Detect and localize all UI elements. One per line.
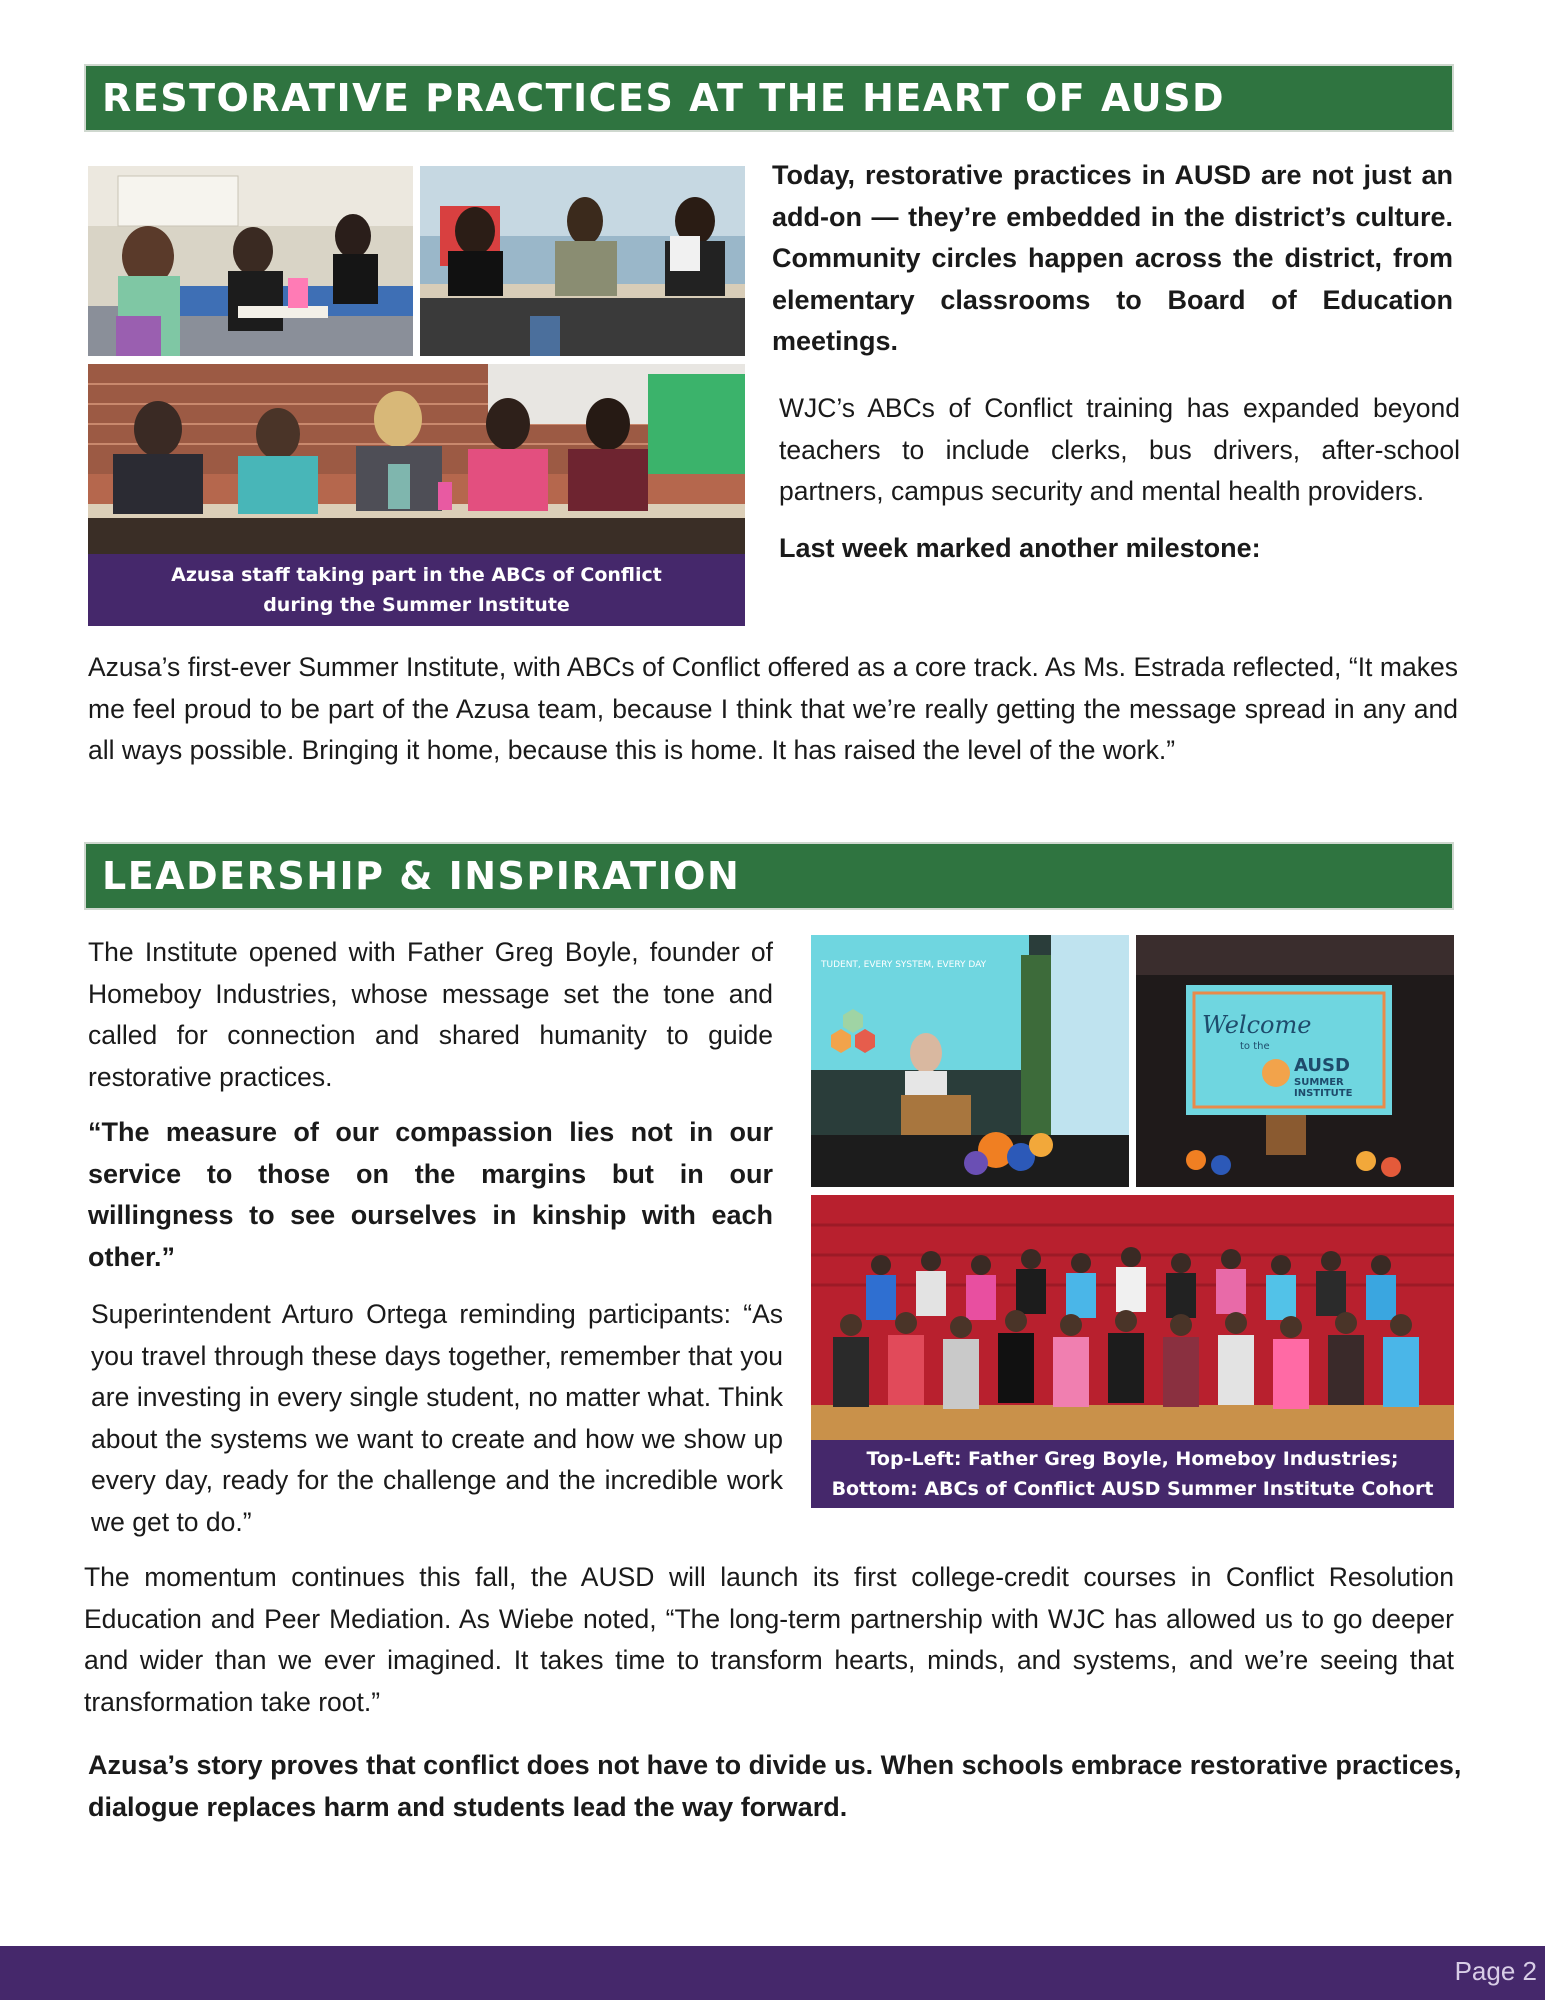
boyle-quote: “The measure of our compassion lies not in our service to those on the margins but in our willingness to see ourselves in kinship with each other.” — [88, 1117, 773, 1272]
section-header-restorative — [84, 64, 1454, 132]
page-number: Page 2 — [1454, 1956, 1537, 1986]
institute-opening-paragraph: The Institute opened with Father Greg Boyle, founder of Homeboy Industries, whose message set the tone and called for connection and shared humanity to guide restorative practices. — [88, 937, 773, 1092]
photo-summer-institute-cohort — [811, 1195, 1454, 1440]
summer-institute-paragraph: Azusa’s first-ever Summer Institute, with ABCs of Conflict offered as a core track. As Ms. Estrada reflected, “It makes me feel proud to be part of the Azusa team, because I think that we’re really getting the message spread in any and all ways possible. Bringing it home, because this is home. It has raised the level of the work.” — [88, 652, 1458, 765]
welcome-word: Welcome — [1202, 1011, 1312, 1039]
caption-line-2: during the Summer Institute — [263, 594, 570, 616]
superintendent-paragraph: Superintendent Arturo Ortega reminding participants: “As you travel through these days together, remember that you are investing in every single student, no matter what. Think about the systems we want to create and how we show up every day, ready for the challenge and the incredible work we get to do.” — [91, 1299, 783, 1537]
momentum-paragraph: The momentum continues this fall, the AUSD will launch its first college-credit courses in Conflict Resolution Education and Peer Mediation. As Wiebe noted, “The long-term partnership with WJC has allowed us to go deeper and wider than we ever imagined. It takes time to transform hearts, minds, and systems, and we’re seeing that transformation take root.” — [84, 1562, 1454, 1717]
welcome-to: to the — [1240, 1041, 1270, 1052]
milestone-heading: Last week marked another milestone: — [779, 533, 1261, 563]
slide-tagline: TUDENT, EVERY SYSTEM, EVERY DAY — [821, 960, 987, 970]
section-header-leadership — [84, 842, 1454, 910]
section-title-leadership: LEADERSHIP & INSPIRATION — [102, 854, 741, 898]
training-expansion-paragraph: WJC’s ABCs of Conflict training has expanded beyond teachers to include clerks, bus drivers, after-school partners, campus security and mental health providers. — [779, 393, 1460, 506]
photo-staff-classroom-1 — [88, 166, 413, 356]
section-title-restorative: RESTORATIVE PRACTICES AT THE HEART OF AUSD — [102, 76, 1225, 120]
welcome-ausd: AUSD — [1294, 1055, 1350, 1076]
lead-paragraph: Today, restorative practices in AUSD are not just an add-on — they’re embedded in the district’s culture. Community circles happen across the district, from elementary classrooms to Board of Education meetings. — [772, 160, 1453, 356]
caption-line-2: Bottom: ABCs of Conflict AUSD Summer Institute Cohort — [831, 1478, 1434, 1500]
footer-bar — [0, 1946, 1545, 2000]
caption-summer-institute-photos — [88, 554, 745, 626]
welcome-institute: INSTITUTE — [1294, 1088, 1353, 1099]
welcome-summer: SUMMER — [1294, 1077, 1344, 1088]
caption-leadership-photos — [811, 1440, 1454, 1508]
closing-statement: Azusa’s story proves that conflict does not have to divide us. When schools embrace restorative practices, dialogue replaces harm and students lead the way forward. — [88, 1750, 1462, 1822]
photo-staff-classroom-3 — [88, 364, 745, 554]
caption-line-1: Azusa staff taking part in the ABCs of Conflict — [171, 564, 662, 586]
photo-welcome-slide — [1136, 935, 1454, 1187]
photo-staff-classroom-2 — [420, 166, 745, 356]
caption-line-1: Top-Left: Father Greg Boyle, Homeboy Industries; — [866, 1448, 1399, 1470]
photo-father-greg-boyle — [811, 935, 1129, 1187]
